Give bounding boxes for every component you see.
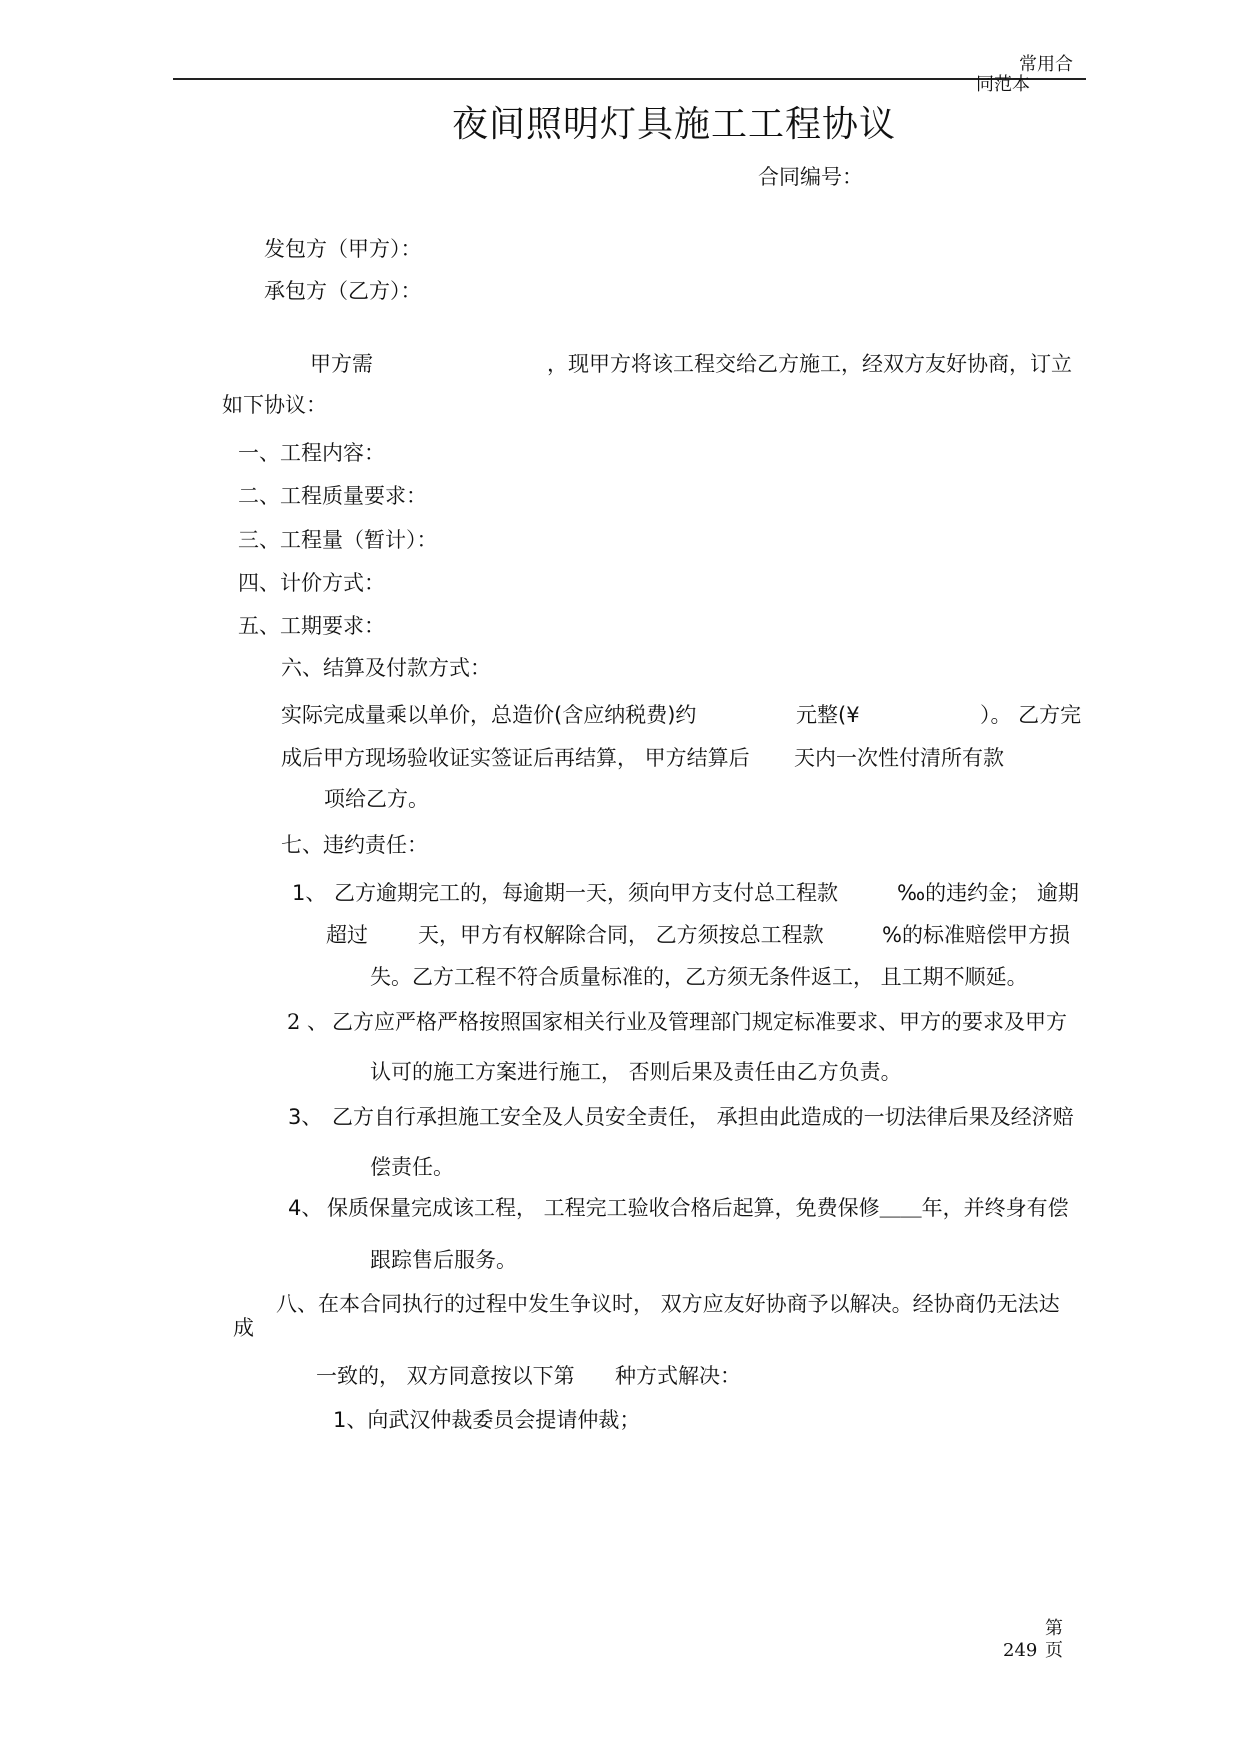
contract-number-label: 合同编号： <box>758 165 863 189</box>
payment-line2-b: 天内一次性付清所有款 <box>794 746 1004 770</box>
breach-item-3-text-a: 乙方自行承担施工安全及人员安全责任， 承担由此造成的一切法律后果及经济赔 <box>332 1105 1074 1129</box>
section-8-line3-a: 一致的， 双方同意按以下第 <box>316 1364 575 1388</box>
breach-item-4-number: 4、 <box>288 1196 323 1220</box>
payment-line3: 项给乙方。 <box>324 787 429 811</box>
breach-item-1-text-f: 失。乙方工程不符合质量标准的，乙方须无条件返工， 且工期不顺延。 <box>370 965 1028 989</box>
intro-text-b: ，现甲方将该工程交给乙方施工，经双方友好协商，订立 <box>547 352 1072 376</box>
header-label-line1: 常用合 <box>1019 54 1073 75</box>
section-5-heading: 五、工期要求： <box>238 614 385 638</box>
breach-item-1-text-b: ‰的违约金； 逾期 <box>897 881 1079 905</box>
page-title: 夜间照明灯具施工工程协议 <box>452 104 897 145</box>
section-8-line2: 成 <box>233 1316 254 1340</box>
header-rule <box>173 78 1086 80</box>
section-1-heading: 一、工程内容： <box>238 441 385 465</box>
breach-item-2-text-b: 认可的施工方案进行施工， 否则后果及责任由乙方负责。 <box>370 1060 902 1084</box>
intro-text-a: 甲方需 <box>310 352 373 376</box>
breach-item-3-number: 3、 <box>288 1105 323 1129</box>
section-6-heading: 六、结算及付款方式： <box>281 656 491 680</box>
footer-ye: 页 <box>1045 1640 1063 1661</box>
party-b-label: 承包方（乙方）： <box>264 279 422 303</box>
section-2-heading: 二、工程质量要求： <box>238 484 427 508</box>
breach-item-4-text-a: 保质保量完成该工程， 工程完工验收合格后起算，免费保修＿＿年，并终身有偿 <box>327 1196 1069 1220</box>
footer-di: 第 <box>1045 1618 1063 1639</box>
section-8-line3-b: 种方式解决： <box>615 1364 741 1388</box>
breach-item-1-text-c: 超过 <box>326 923 368 947</box>
breach-item-2-text-a: 乙方应严格严格按照国家相关行业及管理部门规定标准要求、甲方的要求及甲方 <box>332 1010 1067 1034</box>
payment-line1-b: 元整(¥ <box>796 703 860 727</box>
section-3-heading: 三、工程量（暂计）： <box>238 528 438 552</box>
section-7-heading: 七、违约责任： <box>281 833 428 857</box>
breach-item-1-text-a: 乙方逾期完工的，每逾期一天，须向甲方支付总工程款 <box>334 881 838 905</box>
section-8-line1: 八、在本合同执行的过程中发生争议时， 双方应友好协商予以解决。经协商仍无法达 <box>276 1292 1060 1316</box>
party-a-label: 发包方（甲方）： <box>264 237 422 261</box>
breach-item-2-number: 2 、 <box>287 1010 329 1034</box>
page-number: 249 <box>1003 1640 1038 1661</box>
breach-item-4-text-b: 跟踪售后服务。 <box>370 1248 517 1272</box>
section-4-heading: 四、计价方式： <box>238 571 385 595</box>
breach-item-3-text-b: 偿责任。 <box>370 1155 454 1179</box>
payment-line2-a: 成后甲方现场验收证实签证后再结算， 甲方结算后 <box>281 746 750 770</box>
payment-line1-a: 实际完成量乘以单价，总造价(含应纳税费)约 <box>281 703 697 727</box>
intro-text-c: 如下协议： <box>222 393 327 417</box>
breach-item-1-text-d: 天，甲方有权解除合同， 乙方须按总工程款 <box>418 923 824 947</box>
payment-line1-c: ）。 乙方完 <box>980 703 1082 727</box>
header-label-line2: 同范本 <box>976 74 1030 95</box>
section-8-item-1: 1、向武汉仲裁委员会提请仲裁； <box>333 1408 641 1432</box>
breach-item-1-text-e: %的标准赔偿甲方损 <box>882 923 1070 947</box>
breach-item-1-number: 1、 <box>292 881 327 905</box>
